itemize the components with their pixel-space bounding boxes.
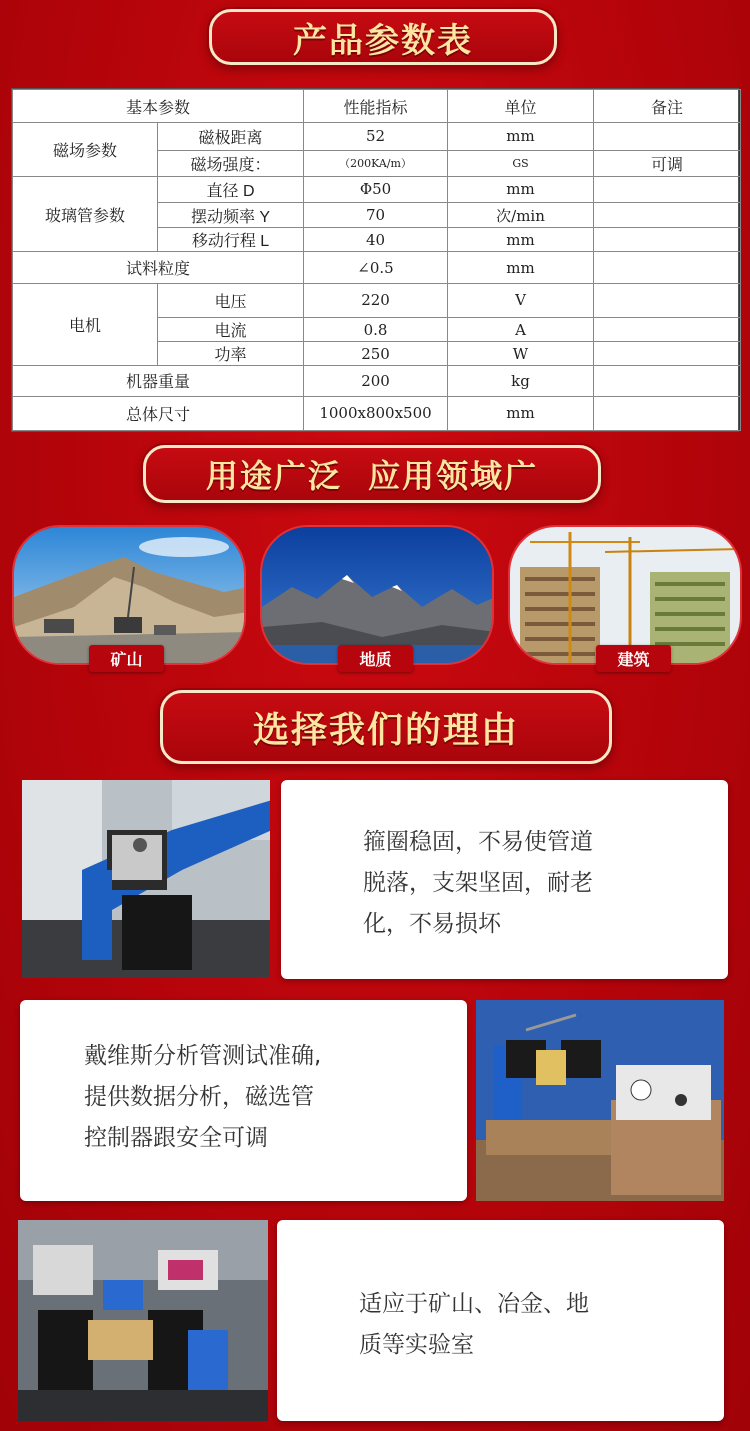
params-title-banner <box>209 9 557 65</box>
row-value: 1000x800x500 <box>304 396 448 430</box>
app-label-geology: 地质 <box>338 645 413 672</box>
feature-2-line-1: 戴维斯分析管测试准确, <box>84 1043 322 1069</box>
motor-group: 电机 <box>13 283 158 366</box>
row-name: 总体尺寸 <box>13 396 304 430</box>
tube-group: 玻璃管参数 <box>13 176 158 252</box>
row-note <box>594 123 741 150</box>
table-row <box>13 396 741 430</box>
row-value: ∠0.5 <box>304 252 448 283</box>
table-row <box>13 176 741 202</box>
row-value: Φ50 <box>304 176 448 202</box>
row-unit: mm <box>448 123 594 150</box>
row-note <box>594 396 741 430</box>
row-name: 电流 <box>158 317 304 341</box>
row-note <box>594 176 741 202</box>
params-title: 产品参数表 <box>293 20 473 61</box>
row-value: （200KA/m） <box>304 150 448 176</box>
product-photo-2 <box>476 1000 724 1201</box>
row-note <box>594 317 741 341</box>
feature-2-line-2: 提供数据分析，磁选管 <box>84 1084 314 1110</box>
app-label-mine: 矿山 <box>89 645 164 672</box>
table-row <box>13 283 741 317</box>
row-name: 功率 <box>158 342 304 366</box>
params-table <box>11 88 739 432</box>
app-label-construction: 建筑 <box>596 645 671 672</box>
row-note <box>594 283 741 317</box>
row-name: 磁极距离 <box>158 123 304 150</box>
table-row <box>13 123 741 150</box>
header-note: 备注 <box>594 90 741 123</box>
row-name: 机器重量 <box>13 366 304 396</box>
usage-title-banner <box>143 445 601 503</box>
header-basic: 基本参数 <box>13 90 304 123</box>
row-unit: W <box>448 342 594 366</box>
row-unit: 次/min <box>448 202 594 227</box>
row-note <box>594 252 741 283</box>
feature-3-line-1: 适应于矿山、冶金、地 <box>359 1291 589 1317</box>
row-name: 试料粒度 <box>13 252 304 283</box>
feature-1-line-1: 箍圈稳固，不易使管道 <box>363 829 593 855</box>
header-performance: 性能指标 <box>304 90 448 123</box>
construction-image <box>508 525 742 665</box>
mine-image <box>12 525 246 665</box>
row-unit: GS <box>448 150 594 176</box>
feature-1-line-2: 脱落，支架坚固，耐老 <box>363 870 593 896</box>
row-value: 220 <box>304 283 448 317</box>
reasons-title-banner <box>160 690 612 764</box>
row-value: 250 <box>304 342 448 366</box>
feature-1-line-3: 化，不易损坏 <box>363 911 501 937</box>
magnet-group: 磁场参数 <box>13 123 158 176</box>
feature-text-box-1 <box>281 780 728 979</box>
row-value: 40 <box>304 228 448 252</box>
row-value: 200 <box>304 366 448 396</box>
table-header-row <box>13 90 741 123</box>
usage-title: 用途广泛 应用领域广 <box>205 457 539 495</box>
row-value: 70 <box>304 202 448 227</box>
reasons-title: 选择我们的理由 <box>252 709 519 751</box>
row-value: 52 <box>304 123 448 150</box>
row-unit: mm <box>448 252 594 283</box>
header-unit: 单位 <box>448 90 594 123</box>
row-unit: mm <box>448 176 594 202</box>
row-unit: kg <box>448 366 594 396</box>
row-unit: V <box>448 283 594 317</box>
feature-2-line-3: 控制器跟安全可调 <box>84 1125 268 1151</box>
geology-image <box>260 525 494 665</box>
row-unit: A <box>448 317 594 341</box>
row-unit: mm <box>448 228 594 252</box>
row-unit: mm <box>448 396 594 430</box>
feature-text-box-2 <box>20 1000 467 1201</box>
table-row <box>13 252 741 283</box>
row-note <box>594 228 741 252</box>
feature-text-box-3 <box>277 1220 724 1421</box>
row-name: 直径 D <box>158 176 304 202</box>
row-note: 可调 <box>594 150 741 176</box>
product-photo-1 <box>22 780 270 978</box>
table-row <box>13 366 741 396</box>
row-note <box>594 366 741 396</box>
row-note <box>594 342 741 366</box>
row-name: 电压 <box>158 283 304 317</box>
row-name: 磁场强度： <box>158 150 304 176</box>
product-photo-3 <box>18 1220 268 1421</box>
row-note <box>594 202 741 227</box>
feature-3-line-2: 质等实验室 <box>359 1332 474 1358</box>
row-name: 移动行程 L <box>158 228 304 252</box>
row-name: 摆动频率 Y <box>158 202 304 227</box>
row-value: 0.8 <box>304 317 448 341</box>
